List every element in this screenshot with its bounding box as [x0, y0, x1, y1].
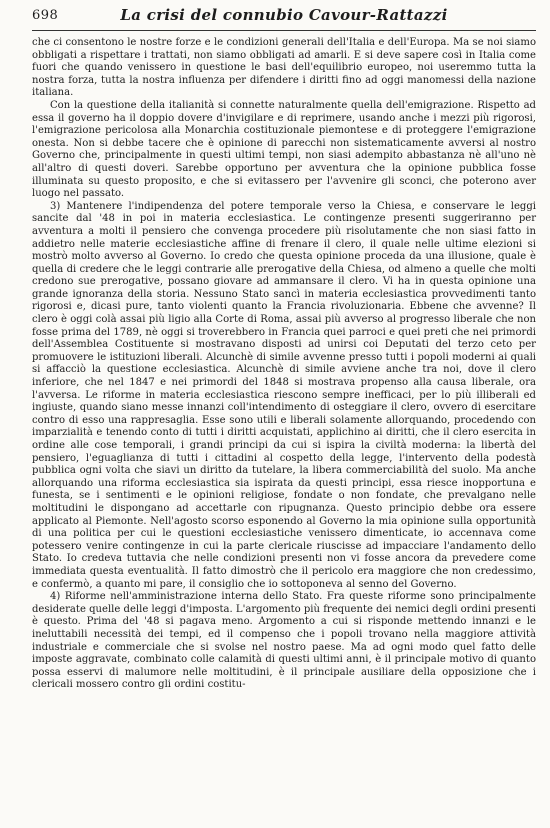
paragraph-point-3: 3) Mantenere l'indipendenza del potere temporale verso la Chiesa, e conservare le leggi sancite dal '48 in poi in materia ecclesiastica. Le contingenze presenti suggeriranno per avventura a molti il pensiero che convenga procedere più risolutamente che non siasi fatto in addietro nelle materie ecclesiastiche affine di frenare il clero, il quale nelle ultime elezioni si mostrò molto avverso al Governo. Io credo che questa opinione proceda da una illusione, quale è quella di credere che le leggi contrarie alle prerogative della Chiesa, od almeno a quelle che molti credono sue prerogative, possano giovare ad ammansare il clero. Vi ha in questa opinione una grande ignoranza della storia. Nessuno Stato sancì in materia ecclesiastica provvedimenti tanto rigorosi e, dicasi pure, tanto violenti quanto la Francia rivoluzionaria. Ebbene che avvenne? Il clero è oggi colà assai più ligio alla Corte di Roma, assai più avverso al progresso liberale che non fosse prima del 1789, nè oggi si troverebbero in Francia quei parroci e quei preti che nei primordi dell'Assemblea Costituente si mostravano disposti ad unirsi coi Deputati del terzo ceto per promuovere le istituzioni liberali. Alcunchè di simile avvenne presso tutti i popoli moderni ai quali si affacciò la questione ecclesiastica. Alcunchè di simile avviene anche tra noi, dove il clero inferiore, che nel 1847 e nei primordi del 1848 si mostrava propenso alla causa liberale, ora l'avversa. Le riforme in materia ecclesiastica riescono sempre inefficaci, per lo più illiberali ed ingiuste, quando siano messe innanzi coll'intendimento di osteggiare il clero, ovvero di esercitare contro di esso una rappresaglia. Esse sono utili e liberali solamente allorquando, procedendo con imparzialità e tenendo conto di tutti i diritti acquistati, applichino ai diritti, che il clero esercita in ordine alle cose temporali, i grandi principi da cui si ispira la civiltà moderna: la libertà del pensiero, l'eguaglianza di tutti i cittadini al cospetto della legge, l'intervento della podestà pubblica ogni volta che siavi un diritto da tutelare, la libera commerciabilità del suolo. Ma anche allorquando una riforma ecclesiastica sia ispirata da questi principi, essa riesce inopportuna e funesta, se i sentimenti e le opinioni religiose, fondate o non fondate, che prevalgano nelle moltitudini le dispongano ad accettarle con ripugnanza. Questo principio debbe ora essere applicato al Piemonte. Nell'agosto scorso esponendo al Governo la mia opinione sulla opportunità di una politica per cui le questioni ecclesiastiche venissero dimenticate, io accennava come potessero venire contingenze in cui la parte clericale riuscisse ad impacciare l'andamento dello Stato. Io credeva tuttavia che nelle condizioni presenti non vi fosse ancora da prevedere come immediata questa eventualità. Il fatto dimostrò che il pericolo era maggiore che non credessimo, e confermò, a quanto mi pare, il consiglio che io sottoponeva al senno del Governo.	[32, 200, 536, 590]
body-text	[32, 37, 536, 692]
paragraph-emigrazione: Con la questione della italianità si connette naturalmente quella dell'emigrazione. Rispetto ad essa il governo ha il doppio dovere d'invigilare e di reprimere, usando anche i mezzi più rigorosi, l'emigrazione pericolosa alla Monarchia costituzionale piemontese e di proteggere l'emigrazione onesta. Non si debbe tacere che è opinione di parecchi non sistematicamente avversi al nostro Governo che, principalmente in questi ultimi tempi, non siasi adempito abbastanza nè all'uno nè all'altro di questi doveri. Sarebbe opportuno per avventura che la opinione pubblica fosse illuminata su questo proposito, e che si evitassero per l'avvenire gli sconci, che poterono aver luogo nel passato.	[32, 99, 536, 200]
running-title: La crisi del connubio Cavour-Rattazzi	[120, 6, 448, 24]
paragraph-point-4: 4) Riforme nell'amministrazione interna dello Stato. Fra queste riforme sono principalmente desiderate quelle delle leggi d'imposta. L'argomento più frequente dei nemici degli ordini presenti è questo. Prima del '48 si pagava meno. Argomento a cui si risponde mettendo innanzi e le ineluttabili necessità dei tempi, ed il compenso che i popoli trovano nella maggiore attività industriale e commerciale che si svolse nel nostro paese. Ma ad ogni modo quel fatto delle imposte aggravate, combinato colle calamità di questi ultimi anni, è il principale motivo di quanto possa esservi di malumore nelle moltitudini, è il principale ausiliare della opposizione che i clericali mossero contro gli ordini costitu-	[32, 591, 536, 691]
page-header	[32, 6, 536, 31]
page-number: 698	[32, 8, 59, 23]
paragraph-continuation: che ci consentono le nostre forze e le condizioni generali dell'Italia e dell'Europa. Ma se noi siamo obbligati a rispettare i trattati, non siamo obbligati ad amarli. E si deve sapere così in Italia come fuori che quando venissero in questione le basi dell'equilibrio europeo, noi useremmo tutta la nostra forza, tutta la nostra influenza per difendere i diritti fino ad oggi manomessi della nazione italiana.	[32, 37, 536, 99]
